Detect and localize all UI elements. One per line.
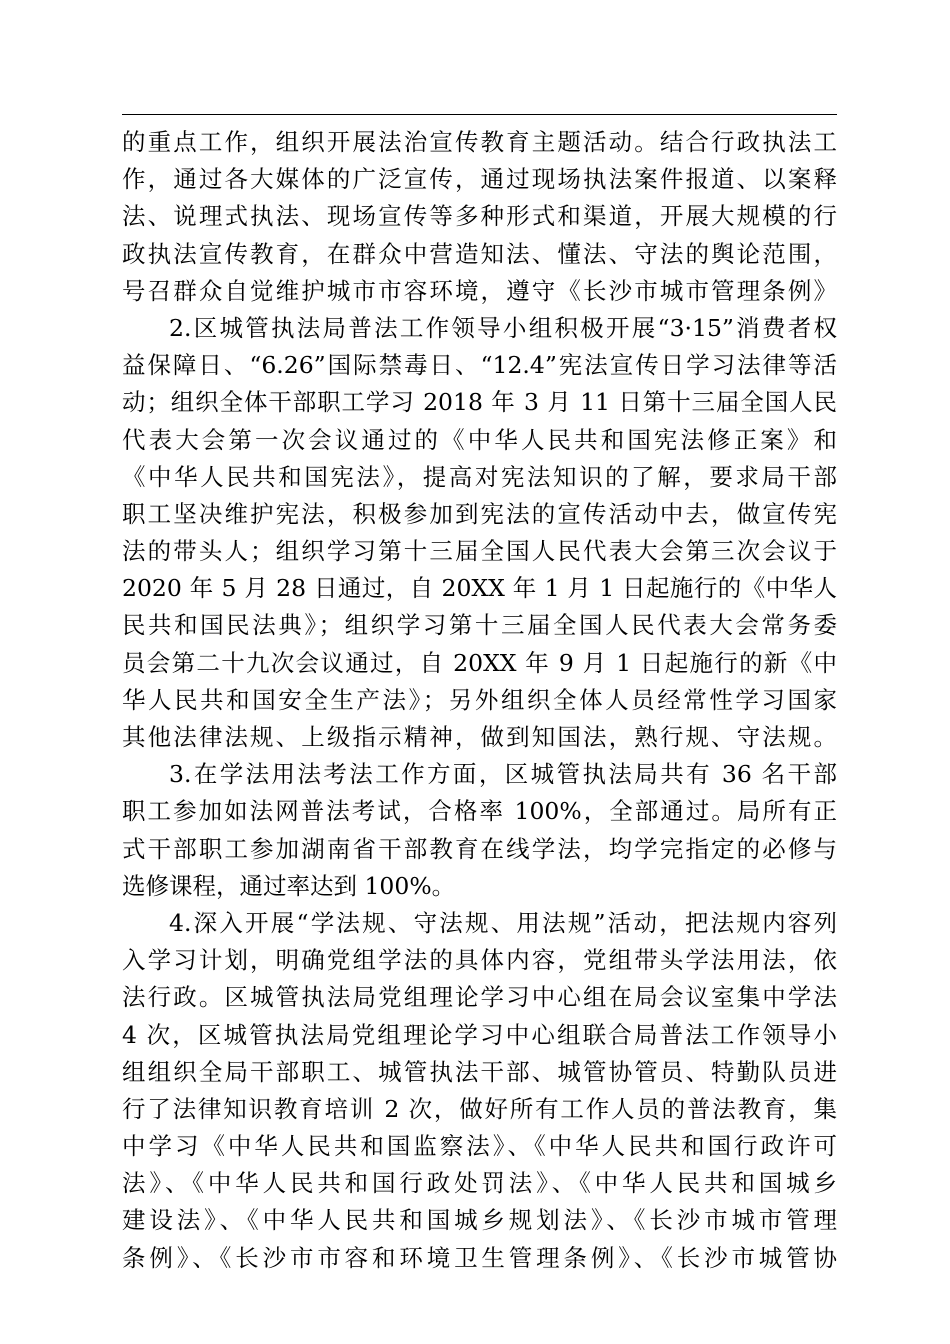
text-line: 法的带头人；组织学习第十三届全国人民代表大会第三次会议于 bbox=[122, 537, 837, 566]
text-line: 式干部职工参加湖南省干部教育在线学法，均学完指定的必修与 bbox=[122, 834, 837, 863]
paragraph-2 bbox=[122, 310, 837, 756]
text-line: 民共和国民法典》；组织学习第十三届全国人民代表大会常务委 bbox=[122, 611, 837, 640]
text-line: 中学习《中华人民共和国监察法》、《中华人民共和国行政许可 bbox=[122, 1132, 837, 1161]
text-line: 4.深入开展“学法规、守法规、用法规”活动，把法规内容列 bbox=[169, 908, 837, 937]
text-line: 行了法律知识教育培训 2 次，做好所有工作人员的普法教育，集 bbox=[122, 1094, 837, 1123]
paragraph-4 bbox=[122, 905, 837, 1277]
text-line: 组组织全局干部职工、城管执法干部、城管协管员、特勤队员进 bbox=[122, 1057, 837, 1086]
text-line: 2.区城管执法局普法工作领导小组积极开展“3·15”消费者权 bbox=[169, 313, 837, 342]
text-line: 职工坚决维护宪法，积极参加到宪法的宣传活动中去，做宣传宪 bbox=[122, 499, 837, 528]
text-line: 建设法》、《中华人民共和国城乡规划法》、《长沙市城市管理 bbox=[122, 1206, 837, 1235]
text-line: 益保障日、“6.26”国际禁毒日、“12.4”宪法宣传日学习法律等活 bbox=[122, 351, 837, 380]
body-text bbox=[122, 124, 837, 1277]
text-line: 华人民共和国安全生产法》；另外组织全体人员经常性学习国家 bbox=[122, 685, 837, 714]
text-line: 《中华人民共和国宪法》，提高对宪法知识的了解，要求局干部 bbox=[122, 462, 837, 491]
text-line: 法》、《中华人民共和国行政处罚法》、《中华人民共和国城乡 bbox=[122, 1169, 837, 1198]
text-line: 4 次，区城管执法局党组理论学习中心组联合局普法工作领导小 bbox=[122, 1020, 837, 1049]
text-line: 职工参加如法网普法考试，合格率 100%，全部通过。局所有正 bbox=[122, 797, 837, 826]
text-line: 政执法宣传教育，在群众中营造知法、懂法、守法的舆论范围， bbox=[122, 239, 837, 268]
text-line: 法行政。区城管执法局党组理论学习中心组在局会议室集中学法 bbox=[122, 983, 837, 1012]
paragraph-3 bbox=[122, 756, 837, 905]
text-line: 入学习计划，明确党组学法的具体内容，党组带头学法用法，依 bbox=[122, 946, 837, 975]
text-line: 其他法律法规、上级指示精神，做到知国法，熟行规、守法规。 bbox=[122, 723, 837, 751]
text-line: 2020 年 5 月 28 日通过，自 20XX 年 1 月 1 日起施行的《中华人 bbox=[122, 574, 837, 603]
text-line: 3.在学法用法考法工作方面，区城管执法局共有 36 名干部 bbox=[169, 760, 837, 789]
text-line: 员会第二十九次会议通过，自 20XX 年 9 月 1 日起施行的新《中 bbox=[122, 648, 837, 677]
text-line: 号召群众自觉维护城市市容环境，遵守《长沙市城市管理条例》 bbox=[122, 276, 837, 305]
text-line: 的重点工作，组织开展法治宣传教育主题活动。结合行政执法工 bbox=[122, 128, 837, 156]
text-line: 代表大会第一次会议通过的《中华人民共和国宪法修正案》和 bbox=[122, 425, 837, 454]
header-rule bbox=[122, 114, 837, 115]
text-line: 选修课程，通过率达到 100%。 bbox=[122, 871, 456, 900]
text-line: 法、说理式执法、现场宣传等多种形式和渠道，开展大规模的行 bbox=[122, 202, 837, 231]
text-line: 条例》、《长沙市市容和环境卫生管理条例》、《长沙市城管协 bbox=[122, 1243, 837, 1272]
text-line: 动；组织全体干部职工学习 2018 年 3 月 11 日第十三届全国人民 bbox=[122, 388, 837, 417]
text-line: 作，通过各大媒体的广泛宣传，通过现场执法案件报道、以案释 bbox=[122, 165, 837, 194]
paragraph-1 bbox=[122, 124, 837, 310]
